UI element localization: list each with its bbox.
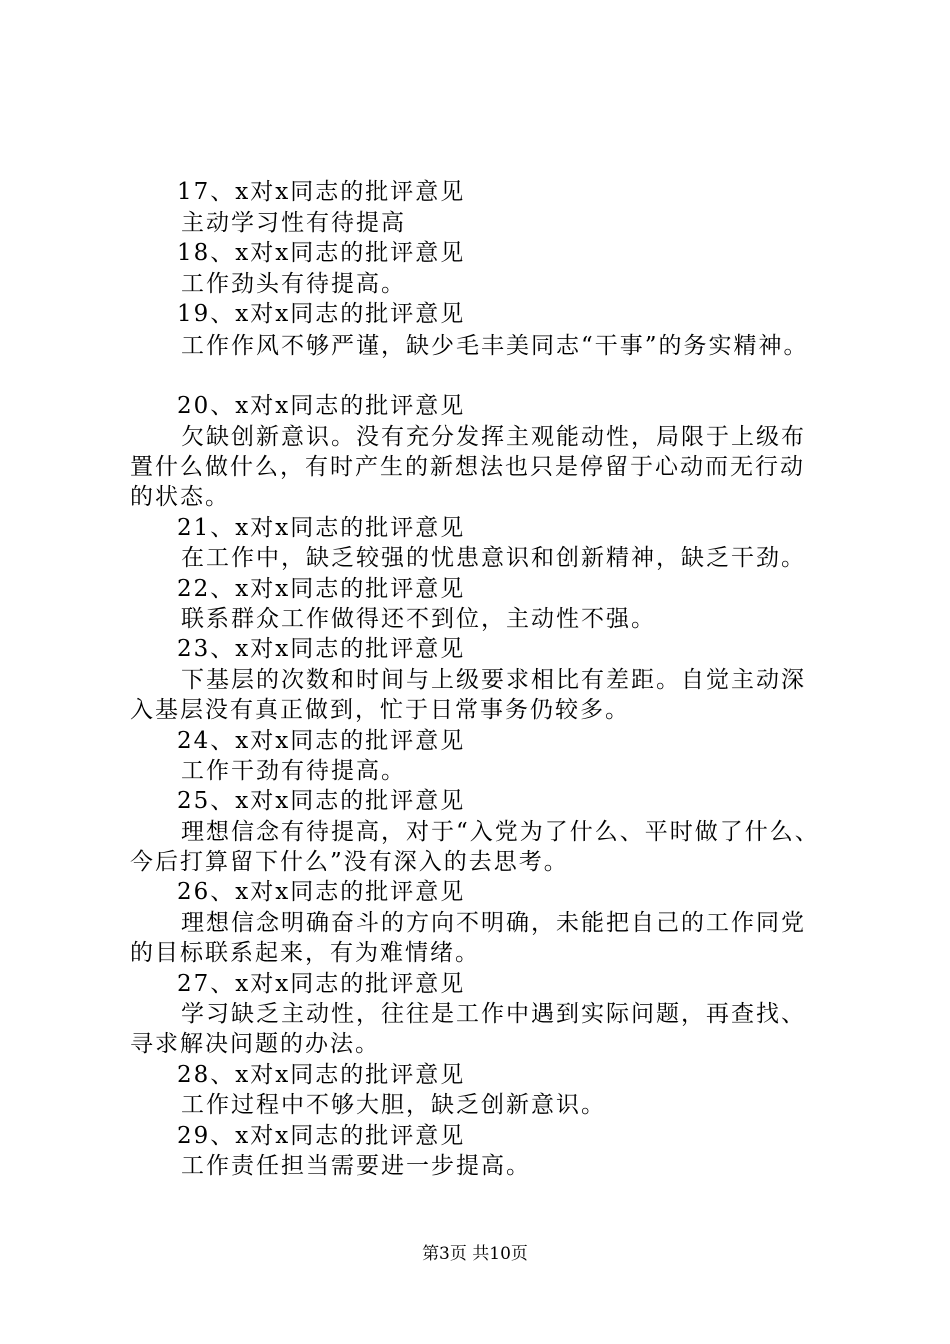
heading-20: 20、x对x同志的批评意见 [177,393,466,419]
text-22: 联系群众工作做得还不到位，主动性不强。 [181,606,656,632]
text-20-line1: 欠缺创新意识。没有充分发挥主观能动性，局限于上级布 [181,424,806,450]
text-20-line2: 置什么做什么，有时产生的新想法也只是停留于心动而无行动 [130,454,805,480]
page-footer: 第3页 共10页 [422,1244,528,1264]
text-17: 主动学习性有待提高 [181,210,406,236]
text-21: 在工作中，缺乏较强的忧患意识和创新精神，缺乏干劲。 [181,545,806,571]
text-23-line2: 入基层没有真正做到，忙于日常事务仍较多。 [130,697,630,723]
text-24: 工作干劲有待提高。 [181,758,406,784]
text-26-line2: 的目标联系起来，有为难情绪。 [130,940,480,966]
heading-25: 25、x对x同志的批评意见 [177,788,466,814]
heading-28: 28、x对x同志的批评意见 [177,1062,466,1088]
text-29: 工作责任担当需要进一步提高。 [181,1153,531,1179]
text-27-line2: 寻求解决问题的办法。 [130,1031,380,1057]
heading-22: 22、x对x同志的批评意见 [177,576,466,602]
heading-27: 27、x对x同志的批评意见 [177,971,466,997]
text-28: 工作过程中不够大胆，缺乏创新意识。 [181,1092,606,1118]
text-27-line1: 学习缺乏主动性，往往是工作中遇到实际问题，再查找、 [181,1001,806,1027]
heading-26: 26、x对x同志的批评意见 [177,879,466,905]
text-20-line3: 的状态。 [130,484,230,510]
heading-17: 17、x对x同志的批评意见 [177,179,466,205]
heading-21: 21、x对x同志的批评意见 [177,515,466,541]
heading-18: 18、x对x同志的批评意见 [177,240,466,266]
text-26-line1: 理想信念明确奋斗的方向不明确，未能把自己的工作同党 [181,910,806,936]
text-25-line2: 今后打算留下什么”没有深入的去思考。 [130,849,569,875]
text-19: 工作作风不够严谨，缺少毛丰美同志“干事”的务实精神。 [181,333,809,359]
heading-23: 23、x对x同志的批评意见 [177,636,466,662]
text-23-line1: 下基层的次数和时间与上级要求相比有差距。自觉主动深 [181,667,806,693]
heading-24: 24、x对x同志的批评意见 [177,728,466,754]
heading-29: 29、x对x同志的批评意见 [177,1123,466,1149]
text-25-line1: 理想信念有待提高，对于“入党为了什么、平时做了什么、 [181,819,820,845]
text-18: 工作劲头有待提高。 [181,271,406,297]
heading-19: 19、x对x同志的批评意见 [177,301,466,327]
